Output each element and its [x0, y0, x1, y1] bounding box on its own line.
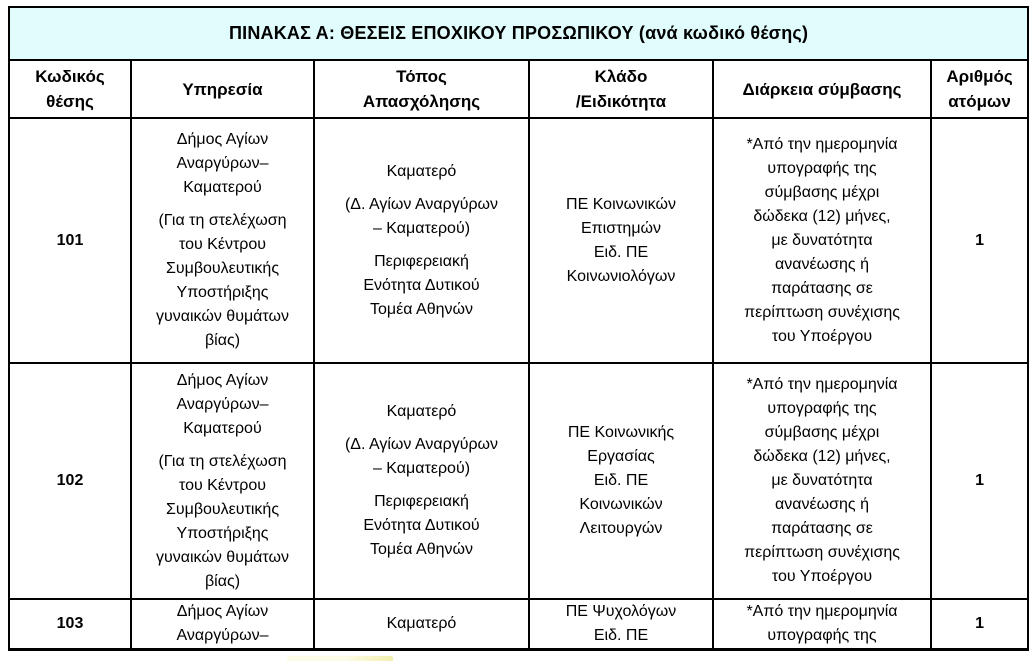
table-row-101 [9, 118, 1028, 363]
cell-contract-duration: *Από την ημερομηνία υπογραφής της σύμβασης μέχρι δώδεκα (12) μήνες, με δυνατότητα ανανέωσης ή παράτασης σε περίπτωση συνέχισης του Υποέργου [713, 118, 931, 363]
cell-work-location: Καματερό (Δ. Αγίων Αναργύρων – Καματερού) Περιφερειακή Ενότητα Δυτικού Τομέα Αθηνών [314, 363, 529, 599]
cell-specialty: ΠΕ Ψυχολόγων Ειδ. ΠΕ [529, 599, 713, 650]
cell-number-of-persons: 1 [931, 363, 1028, 599]
table-title-row [9, 7, 1028, 60]
column-header-contract-duration: Διάρκεια σύμβασης [713, 60, 931, 118]
column-header-position-code: Κωδικός θέσης [9, 60, 131, 118]
cell-number-of-persons: 1 [931, 118, 1028, 363]
cell-service: Δήμος Αγίων Αναργύρων– [131, 599, 314, 650]
column-header-work-location: Τόπος Απασχόλησης [314, 60, 529, 118]
cell-contract-duration: *Από την ημερομηνία υπογραφής της [713, 599, 931, 650]
cell-work-location: Καματερό [314, 599, 529, 650]
cell-service: Δήμος Αγίων Αναργύρων– Καματερού (Για τη στελέχωση του Κέντρου Συμβουλευτικής Υποστήριξης γυναικών θυμάτων βίας) [131, 363, 314, 599]
cell-position-code: 102 [9, 363, 131, 599]
cell-contract-duration: *Από την ημερομηνία υπογραφής της σύμβασης μέχρι δώδεκα (12) μήνες, με δυνατότητα ανανέωσης ή παράτασης σε περίπτωση συνέχισης του Υποέργου [713, 363, 931, 599]
table-row-103-truncated [9, 599, 1028, 650]
cell-position-code: 101 [9, 118, 131, 363]
cell-position-code: 103 [9, 599, 131, 650]
cell-specialty: ΠΕ Κοινωνικών Επιστημών Ειδ. ΠΕ Κοινωνιολόγων [529, 118, 713, 363]
column-header-service: Υπηρεσία [131, 60, 314, 118]
cell-specialty: ΠΕ Κοινωνικής Εργασίας Ειδ. ΠΕ Κοινωνικών Λειτουργών [529, 363, 713, 599]
table-header-row [9, 60, 1028, 118]
cell-number-of-persons: 1 [931, 599, 1028, 650]
column-header-specialty: Κλάδο /Ειδικότητα [529, 60, 713, 118]
table-row-102 [9, 363, 1028, 599]
column-header-number-of-persons: Αριθμός ατόμων [931, 60, 1028, 118]
cell-service: Δήμος Αγίων Αναργύρων– Καματερού (Για τη στελέχωση του Κέντρου Συμβουλευτικής Υποστήριξης γυναικών θυμάτων βίας) [131, 118, 314, 363]
highlight-artifact [287, 656, 393, 661]
positions-table [8, 6, 1029, 651]
cell-work-location: Καματερό (Δ. Αγίων Αναργύρων – Καματερού) Περιφερειακή Ενότητα Δυτικού Τομέα Αθηνών [314, 118, 529, 363]
table-title: ΠΙΝΑΚΑΣ Α: ΘΕΣΕΙΣ ΕΠΟΧΙΚΟΥ ΠΡΟΣΩΠΙΚΟΥ (ανά κωδικό θέσης) [9, 7, 1028, 60]
